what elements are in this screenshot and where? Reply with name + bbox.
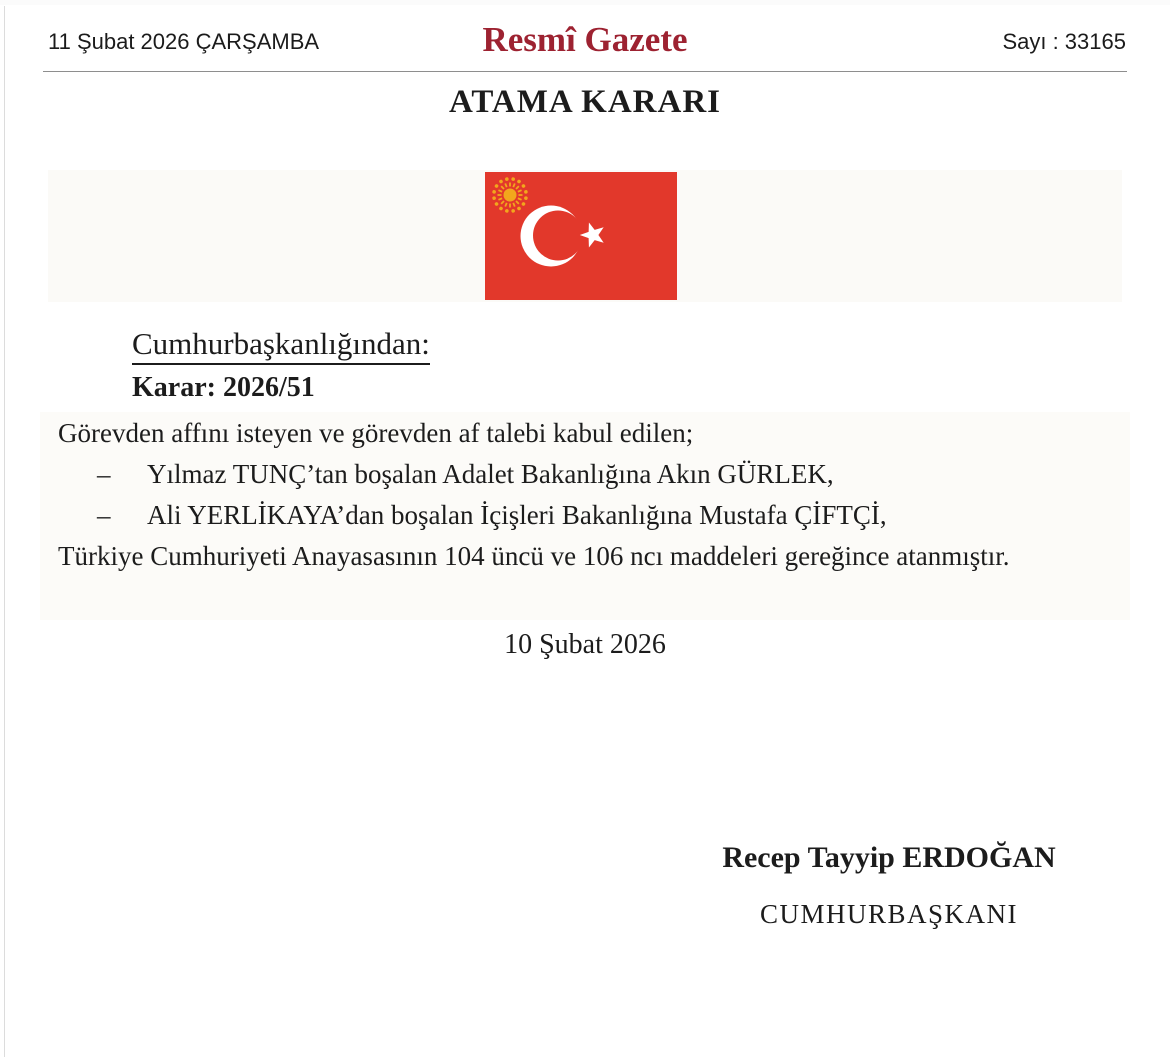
gazette-title: Resmî Gazete (482, 20, 688, 59)
header-divider (43, 71, 1127, 72)
turkish-presidential-flag-icon (485, 172, 677, 300)
body-line (58, 454, 1098, 495)
issue-number: Sayı : 33165 (1002, 29, 1126, 54)
publication-date: 11 Şubat 2026 ÇARŞAMBA (48, 29, 320, 54)
page-top-edge (0, 0, 1170, 5)
issuing-authority: Cumhurbaşkanlığından: (132, 326, 430, 365)
decision-body (58, 413, 1098, 577)
decision-date: 10 Şubat 2026 (504, 629, 666, 660)
body-line (58, 413, 1098, 454)
list-dash: – (97, 500, 111, 530)
signatory-title: CUMHURBAŞKANI (759, 899, 1019, 929)
flag-graphic (485, 172, 677, 300)
body-line-text: Ali YERLİKAYA’dan boşalan İçişleri Bakanlığına Mustafa ÇİFTÇİ, (147, 500, 887, 530)
list-dash: – (97, 459, 111, 489)
body-line-text: Görevden affını isteyen ve görevden af talebi kabul edilen; (58, 418, 694, 448)
document-title: ATAMA KARARI (448, 84, 722, 120)
body-line (58, 495, 1098, 536)
body-line (58, 536, 1098, 577)
page-edge-line (4, 6, 5, 1057)
signature-block (718, 841, 1060, 930)
signatory-name: Recep Tayyip ERDOĞAN (722, 841, 1056, 874)
body-line-text: Yılmaz TUNÇ’tan boşalan Adalet Bakanlığına Akın GÜRLEK, (147, 459, 834, 489)
body-line-text: Türkiye Cumhuriyeti Anayasasının 104 üncü ve 106 ncı maddeleri gereğince atanmıştır. (58, 541, 1010, 571)
decision-number: Karar: 2026/51 (132, 372, 315, 403)
